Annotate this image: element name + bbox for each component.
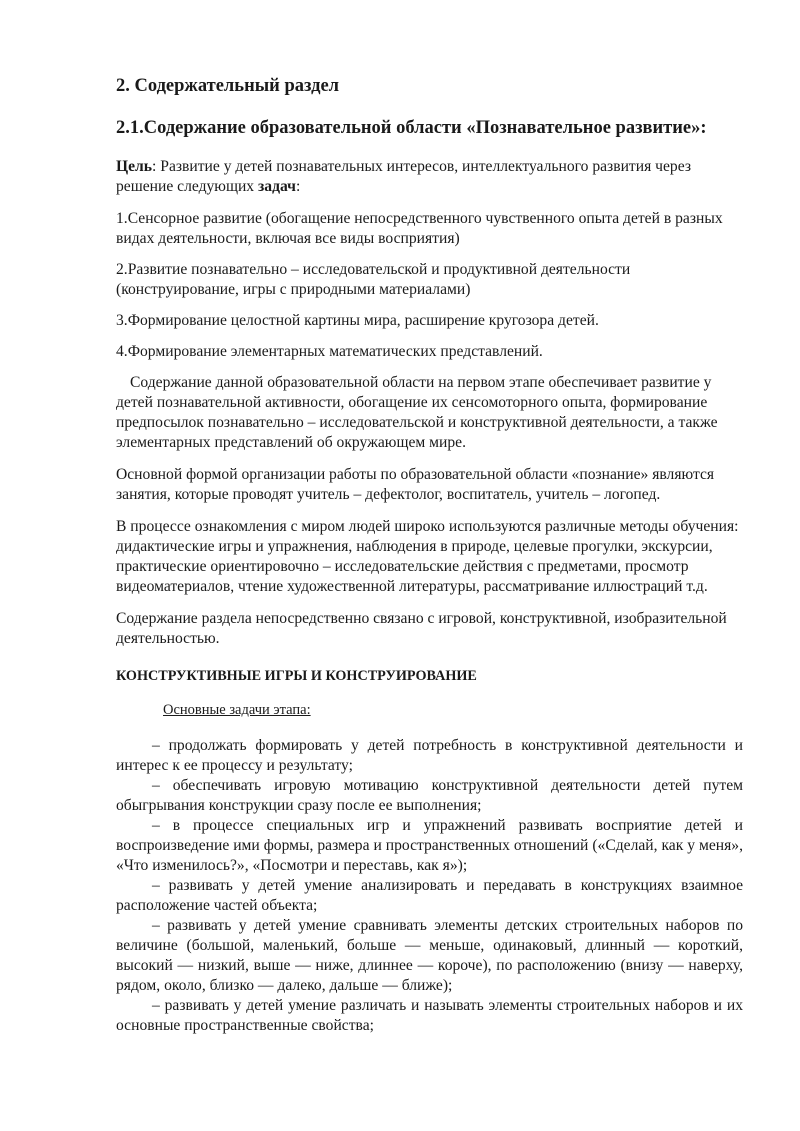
goal-label: Цель [116, 158, 153, 175]
goal-paragraph [116, 157, 743, 197]
section-heading: 2. Содержательный раздел [116, 76, 340, 96]
list-item: – продолжать формировать у детей потребность в конструктивной деятельности и интерес к ее процессу и результату; [116, 737, 743, 774]
document-page [116, 74, 743, 1036]
list-item: – развивать у детей умение анализировать и передавать в конструкциях взаимное расположение частей объекта; [116, 877, 743, 914]
section-title: КОНСТРУКТИВНЫЕ ИГРЫ И КОНСТРУИРОВАНИЕ [116, 668, 477, 684]
list-item: – обеспечивать игровую мотивацию конструктивной деятельности детей путем обыгрывания конструкции сразу после ее выполнения; [116, 777, 743, 814]
goal-text-end: : [295, 178, 301, 195]
section-subtitle: Основные задачи этапа: [163, 702, 311, 718]
list-item: – в процессе специальных игр и упражнений развивать восприятие детей и воспроизведение ими формы, размера и пространственных отношений («Сделай, как у меня», «Что изменилось?», «Посмотри и переставь, как я»); [116, 817, 743, 874]
body-paragraph: Содержание данной образовательной области на первом этапе обеспечивает развитие у детей познавательной активности, обогащение их сенсомоторного опыта, формирование предпосылок познавательно – исследовательской и конструктивной деятельности, а также элементарных представлений об окружающем мире. [116, 374, 718, 451]
list-item: – развивать у детей умение сравнивать элементы детских строительных наборов по величине (большой, маленький, больше — меньше, одинаковый, длинный — короткий, высокий — низкий, выше — ниже, длиннее — короче), по расположению (внизу — наверху, рядом, около, близко — далеко, дальше — ближе); [116, 917, 743, 994]
task-item: 1.Сенсорное развитие (обогащение непосредственного чувственного опыта детей в разных видах деятельности, включая все виды восприятия) [116, 210, 723, 247]
task-item: 4.Формирование элементарных математических представлений. [116, 343, 543, 360]
goal-text: : Развитие у детей познавательных интересов, интеллектуального развития через решение следующих [116, 158, 691, 195]
subsection-heading: 2.1.Содержание образовательной области «Познавательное развитие»: [116, 118, 707, 138]
body-paragraph: В процессе ознакомления с миром людей широко используются различные методы обучения: дидактические игры и упражнения, наблюдения в природе, целевые прогулки, экскурсии, практические ориентировочно – исследовательские действия с предметами, просмотр видеоматериалов, чтение художественной литературы, рассматривание иллюстраций т.д. [116, 518, 739, 595]
task-list [116, 736, 743, 1036]
task-item: 2.Развитие познавательно – исследовательской и продуктивной деятельности (конструирование, игры с природными материалами) [116, 261, 631, 298]
body-paragraph: Основной формой организации работы по образовательной области «познание» являются занятия, которые проводят учитель – дефектолог, воспитатель, учитель – логопед. [116, 466, 715, 503]
goal-bold-word: задач [258, 178, 296, 195]
list-item: – развивать у детей умение различать и называть элементы строительных наборов и их основные пространственные свойства; [116, 997, 743, 1034]
body-paragraph: Содержание раздела непосредственно связано с игровой, конструктивной, изобразительной деятельностью. [116, 610, 727, 647]
task-item: 3.Формирование целостной картины мира, расширение кругозора детей. [116, 312, 599, 329]
